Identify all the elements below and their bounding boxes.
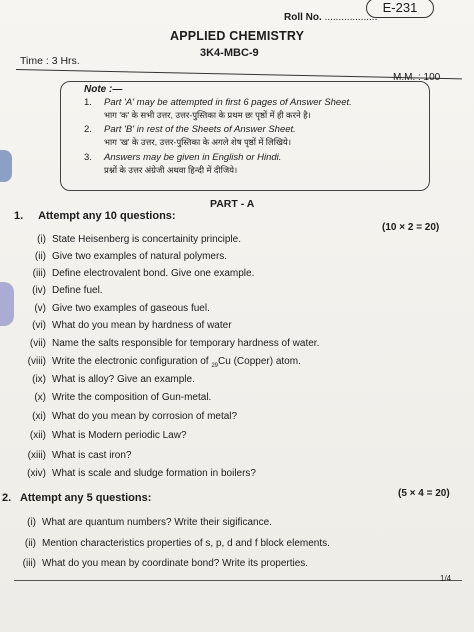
question-item [18,338,319,349]
item-numeral: (ii) [34,251,46,262]
question-2-marks: (5 × 4 = 20) [398,488,450,499]
part-a-heading: PART - A [210,198,255,210]
question-item [8,558,308,569]
item-numeral: (iv) [32,285,46,296]
item-numeral: (xiv) [27,468,46,479]
item-text: What do you mean by hardness of water [52,320,232,331]
item-numeral: (i) [37,234,46,245]
note-item-english: Answers may be given in English or Hindi. [104,152,282,163]
question-item [8,517,272,528]
max-marks: M.M. : 100 [393,72,441,83]
question-2-heading [2,492,151,504]
item-numeral: (iii) [32,268,46,279]
question-item [18,392,211,403]
page-number: 1/4 [440,574,452,583]
note-item-number: 3. [84,152,92,163]
item-text: What is scale and sludge formation in boilers? [52,468,256,479]
note-item-hindi: भाग 'क' के सभी उत्तर, उत्तर-पुस्तिका के प्रथम छः पृष्ठों में ही करने है। [104,110,311,120]
question-item [18,468,256,479]
item-text: What are quantum numbers? Write their sigificance. [42,517,272,528]
time-allowed: Time : 3 Hrs. [20,55,80,67]
question-item [18,285,103,296]
question-instruction: Attempt any 5 questions: [19,492,152,504]
note-item-hindi: भाग 'ख' के उत्तर, उत्तर-पुस्तिका के अगले शेष पृष्ठों में लिखिये। [104,137,292,147]
item-numeral: (xii) [29,430,46,441]
question-instruction: Attempt any 10 questions: [38,210,176,222]
question-item [18,303,210,314]
question-item [18,268,254,279]
item-text: State Heisenberg is concertainity principle. [52,234,241,245]
item-numeral: (xiii) [27,450,46,461]
paper-code: 3K4-MBC-9 [200,47,259,59]
item-text: Define fuel. [52,285,103,296]
item-numeral: (v) [34,303,46,314]
atomic-number: 29 [211,363,219,369]
note-item-english: Part 'B' in rest of the Sheets of Answer Sheet. [104,124,296,135]
item-text-before: Write the electronic configuration of [52,356,212,367]
item-text: Give two examples of natural polymers. [52,251,228,262]
item-numeral: (viii) [27,356,46,367]
item-text: Write the composition of Gun-metal. [52,392,212,403]
note-title: Note :— [84,84,123,95]
item-text: Mention characteristics properties of s, p, d and f block elements. [42,538,330,549]
item-text: What is cast iron? [52,450,132,461]
footer-divider [14,580,462,581]
item-text: What do you mean by coordinate bond? Write its properties. [42,558,309,569]
item-numeral: (ix) [32,374,46,385]
note-item-number: 1. [84,97,92,108]
question-item [18,234,241,245]
binding-mark [0,282,14,326]
binding-mark [0,150,12,182]
item-text: Name the salts responsible for temporary hardness of water. [52,338,320,349]
item-numeral: (i) [27,517,36,528]
question-item [18,320,232,331]
note-item-english: Part 'A' may be attempted in first 6 pages of Answer Sheet. [104,97,352,108]
item-text: Define electrovalent bond. Give one example. [52,268,255,279]
item-numeral: (vi) [32,320,46,331]
item-text: What is alloy? Give an example. [52,374,195,385]
question-item [18,411,237,422]
note-item-number: 2. [84,124,92,135]
question-item [18,356,301,369]
item-text: Give two examples of gaseous fuel. [52,303,210,314]
exam-code-badge: E-231 [366,0,434,18]
item-numeral: (ii) [24,538,36,549]
question-number: 2. [2,492,12,504]
question-1-marks: (10 × 2 = 20) [382,222,440,233]
question-item [18,374,195,385]
paper-title: APPLIED CHEMISTRY [170,29,305,43]
question-number: 1. [14,210,24,222]
roll-number-blank: ................... [324,12,378,23]
roll-number-field [284,12,377,23]
item-numeral: (iii) [22,558,36,569]
note-item-hindi: प्रश्नों के उत्तर अंग्रेजी अथवा हिन्दी में दीजिये। [104,165,238,175]
roll-number-label: Roll No. [284,12,322,23]
question-item [18,450,131,461]
question-item [8,538,330,549]
question-1-heading [14,210,176,222]
question-item [18,430,187,441]
item-text: What do you mean by corrosion of metal? [52,411,238,422]
item-text-after: Cu (Copper) atom. [218,356,301,367]
item-numeral: (xi) [32,411,46,422]
item-numeral: (vii) [29,338,46,349]
item-text: What is Modern periodic Law? [52,430,187,441]
item-numeral: (x) [34,392,46,403]
question-item [18,251,227,262]
